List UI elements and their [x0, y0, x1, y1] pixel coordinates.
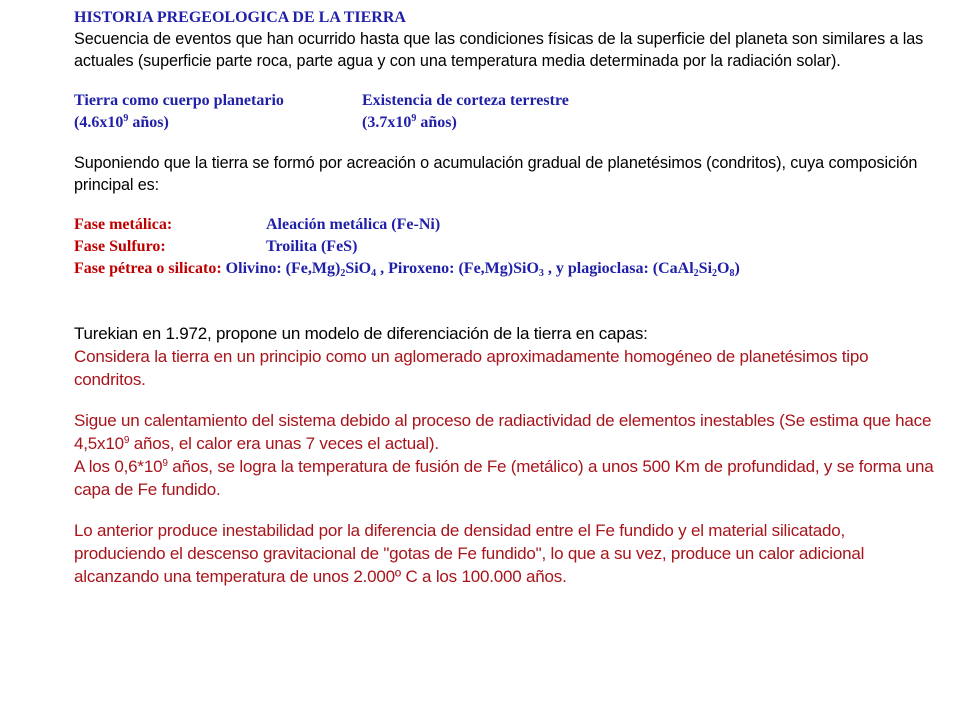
timeline-right-label: Existencia de corteza terrestre [362, 92, 569, 109]
phase-metal-label: Fase metálica: [74, 216, 173, 233]
phase-sulfide-label: Fase Sulfuro: [74, 238, 166, 255]
turekian-paragraph-2: Sigue un calentamiento del sistema debido al proceso de radiactividad de elementos inestables (Se estima que hace $4,5x10^9$ años, el calor era unas 7 veces el actual). [74, 411, 932, 453]
phase-stone-value: Olivino: $(Fe,Mg)_2SiO_4$ , Piroxeno: (Fe,Mg)SiO$_3$ , y plagioclasa: $(CaAl_2Si_2O_8)$ [221, 260, 740, 279]
intro-paragraph: Secuencia de eventos que han ocurrido hasta que las condiciones físicas de la superficie del planeta son similares a las actuales (superficie parte roca, parte agua y con una temperatura media determinada por la radiación solar). [74, 30, 924, 70]
phase-metal-value: Aleación metálica (Fe-Ni) [266, 216, 441, 233]
phase-stone-row [74, 258, 934, 280]
turekian-paragraph-3: A los $0,6*10^9$ años, se logra la temperatura de fusión de Fe (metálico) a unos 500 Km de profundidad, y se forma una capa de Fe fundido. [74, 457, 934, 499]
document-page [74, 8, 934, 588]
turekian-heading: Turekian en 1.972, propone un modelo de diferenciación de la tierra en capas: [74, 324, 648, 343]
phase-stone-label: Fase pétrea o silicato: [74, 260, 222, 277]
turekian-paragraph-1: Considera la tierra en un principio como un aglomerado aproximadamente homogéneo de planetésimos tipo condritos. [74, 347, 869, 389]
timeline-right-value: ($3.7x10^9$ años) [362, 113, 457, 131]
turekian-paragraph-4: Lo anterior produce inestabilidad por la diferencia de densidad entre el Fe fundido y el material silicatado, produciendo el descenso gravitacional de "gotas de Fe fundido", lo que a su vez, produce un calor adicional alcanzando una temperatura de unos 2.000º C a los 100.000 años. [74, 521, 865, 586]
timeline-left-label: Tierra como cuerpo planetario [74, 92, 284, 109]
accretion-paragraph: Suponiendo que la tierra se formó por acreación o acumulación gradual de planetésimos (condritos), cuya composición principal es: [74, 154, 918, 194]
timeline-values [74, 112, 934, 134]
phase-sulfide-row [74, 236, 934, 258]
page-title: HISTORIA PREGEOLOGICA DE LA TIERRA [74, 9, 406, 26]
timeline-labels [74, 90, 934, 112]
phase-metal-row [74, 214, 934, 236]
phase-sulfide-value: Troilita (FeS) [266, 238, 358, 255]
timeline-left-value: ($4.6x10^9$ años) [74, 113, 169, 131]
